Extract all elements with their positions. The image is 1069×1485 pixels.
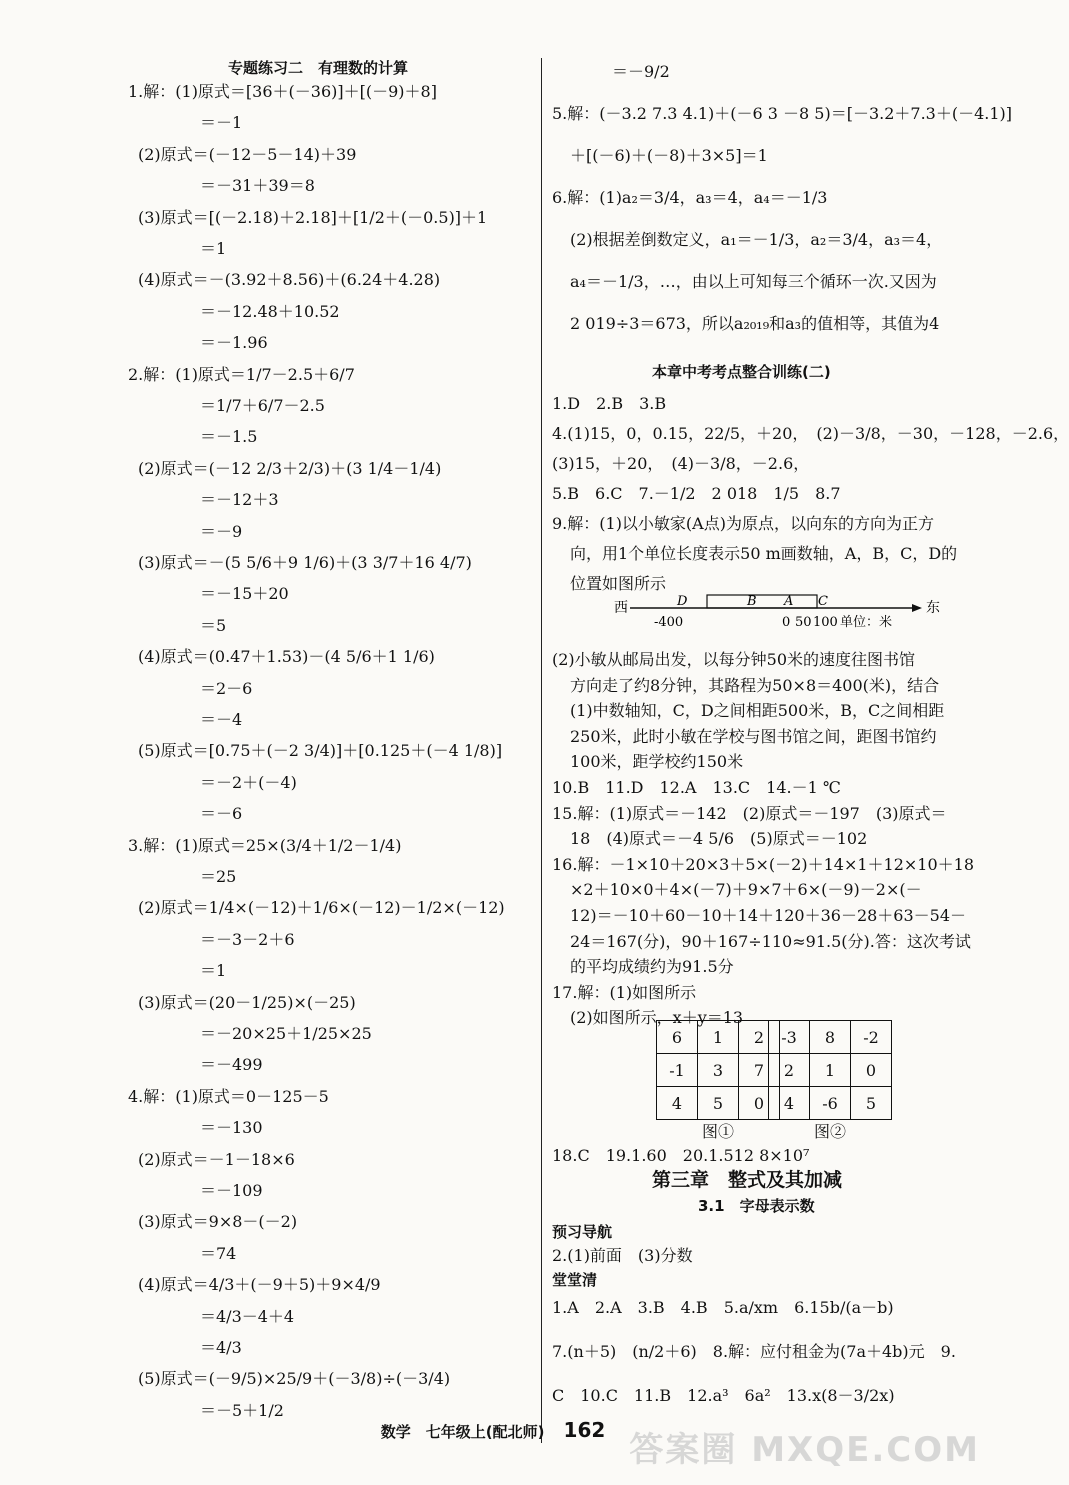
grid-cell: -1 <box>657 1054 698 1087</box>
answer-line: 1.A 2.A 3.B 4.B 5.a/xm 6.15b/(a－b) <box>552 1298 894 1317</box>
answer-line: ＝－130 <box>200 1118 263 1138</box>
magic-square-1 <box>656 1020 780 1120</box>
grid-row <box>657 1021 780 1054</box>
answer-line: ＝－4 <box>200 710 243 729</box>
tick-50: 50 <box>795 615 812 630</box>
answer-line: ＝5 <box>200 615 227 635</box>
preview-heading: 预习导航 <box>552 1223 613 1241</box>
answer-line: (2)原式＝(－12 2/3＋2/3)＋(3 1/4－1/4) <box>138 458 442 478</box>
answer-line: 17.解：(1)如图所示 <box>552 982 697 1002</box>
answer-line: (2)原式＝－1－18×6 <box>138 1149 295 1169</box>
unit-label: 单位：米 <box>840 615 893 630</box>
grid-row <box>657 1087 780 1120</box>
answer-line: ＝－499 <box>200 1055 263 1075</box>
grid-cell: 3 <box>698 1054 739 1087</box>
answer-line: ＝－20×25＋1/25×25 <box>200 1024 372 1043</box>
answer-line: ＝1/7＋6/7－2.5 <box>200 396 325 415</box>
tick-0: 0 <box>782 615 791 630</box>
answer-line: (3)原式＝9×8－(－2) <box>138 1212 298 1232</box>
arrow-head <box>912 604 922 612</box>
grid-cell: 5 <box>698 1087 739 1120</box>
answer-line: 9.解：(1)以小敏家(A点)为原点，以向东的方向为正方 <box>552 514 934 533</box>
answer-line: ＋[(－6)＋(－8)＋3×5]＝1 <box>570 146 768 165</box>
answer-line: 向，用1个单位长度表示50 m画数轴，A，B，C，D的 <box>570 544 958 563</box>
grid-cell: 8 <box>810 1021 851 1054</box>
grid-row <box>657 1054 780 1087</box>
answer-line: ＝－2＋(－4) <box>200 772 297 792</box>
answer-line: 12)＝－10＋60－10＋14＋120＋36－28＋63－54－ <box>570 906 967 925</box>
answer-line: (3)原式＝[(－2.18)＋2.18]＋[1/2＋(－0.5)]＋1 <box>138 207 488 227</box>
watermark-logo: 答案圈 MXQE.COM <box>629 1430 980 1470</box>
grid-cell: 2 <box>769 1054 810 1087</box>
answer-line: a₄＝－1/3，…，由以上可知每三个循环一次.又因为 <box>570 272 937 291</box>
answer-line: 4.(1)15，0，0.15，22/5，＋20， (2)－3/8，－30，－128，－2.6， <box>552 424 1069 443</box>
grid-cell: 2 <box>739 1021 780 1054</box>
answer-line: 15.解：(1)原式＝－142 (2)原式＝－197 (3)原式＝ <box>552 803 947 823</box>
answer-line: 16.解：－1×10＋20×3＋5×(－2)＋14×1＋12×10＋18 <box>552 854 975 874</box>
answer-line: ＝25 <box>200 867 237 886</box>
answer-line: ＝－1.5 <box>200 427 258 447</box>
point-B: B <box>747 594 757 609</box>
answer-line: (3)原式＝－(5 5/6＋9 1/6)＋(3 3/7＋16 4/7) <box>138 553 472 572</box>
grid-cell: 6 <box>657 1021 698 1054</box>
answer-line: 3.解：(1)原式＝25×(3/4＋1/2－1/4) <box>128 835 402 855</box>
answer-line: 的平均成绩约为91.5分 <box>570 957 734 977</box>
preview-answers: 2.(1)前面 (3)分数 <box>552 1246 693 1265</box>
answer-line: ＝－9 <box>200 521 243 541</box>
answer-line: (4)原式＝－(3.92＋8.56)＋(6.24＋4.28) <box>138 270 441 290</box>
grid-cell: 4 <box>769 1087 810 1120</box>
answer-line: ＝－9/2 <box>612 62 670 81</box>
answer-line: (1)中数轴知，C，D之间相距500米，B，C之间相距 <box>570 701 945 721</box>
answer-line: 1.解：(1)原式＝[36＋(－36)]＋[(－9)＋8] <box>128 82 437 101</box>
grid-cell: 1 <box>810 1054 851 1087</box>
tick-100: 100 <box>813 615 838 630</box>
grid-cell: 4 <box>657 1087 698 1120</box>
grid-cell: 0 <box>851 1054 892 1087</box>
answer-line: 2 019÷3＝673，所以a₂₀₁₉和a₃的值相等，其值为4 <box>570 314 940 333</box>
answer-line: (4)原式＝(0.47＋1.53)－(4 5/6＋1 1/6) <box>138 647 435 667</box>
answer-line: ＝－12＋3 <box>200 490 279 510</box>
figure-1-caption: 图① <box>702 1122 735 1141</box>
answer-line: ＝4/3 <box>200 1338 242 1357</box>
answer-line: 7.(n＋5) (n/2＋6) 8.解：应付租金为(7a＋4b)元 9. <box>552 1342 956 1361</box>
point-A: A <box>784 594 794 609</box>
footer-subject: 数学 七年级上(配北师) <box>380 1423 545 1441</box>
answer-line: (2)根据差倒数定义，a₁＝－1/3，a₂＝3/4，a₃＝4， <box>570 230 943 249</box>
tick-minus400: -400 <box>654 615 684 630</box>
chapter-title: 第三章 整式及其加减 <box>652 1169 843 1191</box>
grid-cell: 7 <box>739 1054 780 1087</box>
magic-square-2 <box>768 1020 892 1120</box>
answer-line: ＝－12.48＋10.52 <box>200 301 340 321</box>
answer-line: ＝2－6 <box>200 678 253 698</box>
answer-line: (2)如图所示，x＋y＝13 <box>570 1008 744 1028</box>
answer-line: 5.B 6.C 7.－1/2 2 018 1/5 8.7 <box>552 484 841 503</box>
class-practice-heading: 堂堂清 <box>552 1271 598 1289</box>
answer-line: 100米，距学校约150米 <box>570 752 744 772</box>
answer-line: ＝－1 <box>200 113 243 133</box>
answer-line: 位置如图所示 <box>570 574 667 593</box>
answer-line: 2.解：(1)原式＝1/7－2.5＋6/7 <box>128 364 355 384</box>
grid-cell: 5 <box>851 1087 892 1120</box>
answer-line: 10.B 11.D 12.A 13.C 14.－1 ℃ <box>552 778 841 797</box>
point-C: C <box>818 594 828 609</box>
answer-line: (2)小敏从邮局出发，以每分钟50米的速度往图书馆 <box>552 650 916 669</box>
answer-line: (4)原式＝4/3＋(－9＋5)＋9×4/9 <box>138 1275 381 1295</box>
answer-line: ＝－31＋39＝8 <box>200 176 315 196</box>
grid-row <box>769 1054 892 1087</box>
answer-line: ＝－109 <box>200 1181 263 1200</box>
subsection-title: 3.1 字母表示数 <box>698 1197 815 1215</box>
answer-line: 250米，此时小敏在学校与图书馆之间，距图书馆约 <box>570 726 937 746</box>
grid-cell: 1 <box>698 1021 739 1054</box>
point-D: D <box>677 594 688 609</box>
grid-cell: -3 <box>769 1021 810 1054</box>
grid-row <box>769 1021 892 1054</box>
answer-line: ＝1 <box>200 239 227 258</box>
answer-line: (2)原式＝1/4×(－12)＋1/6×(－12)－1/2×(－12) <box>138 898 505 918</box>
section-title-2: 本章中考考点整合训练(二) <box>652 363 831 381</box>
answer-line: 1.D 2.B 3.B <box>552 394 667 413</box>
answer-line: (5)原式＝[0.75＋(－2 3/4)]＋[0.125＋(－4 1/8)] <box>138 741 503 761</box>
answer-line: 18 (4)原式＝－4 5/6 (5)原式＝－102 <box>570 829 868 849</box>
answer-line: ＝－5＋1/2 <box>200 1400 284 1420</box>
answer-line: (3)原式＝(20－1/25)×(－25) <box>138 992 356 1012</box>
answer-line: 5.解：(－3.2 7.3 4.1)＋(－6 3 －8 5)＝[－3.2＋7.3＋(－4.1)] <box>552 104 1013 123</box>
answer-line: 4.解：(1)原式＝0－125－5 <box>128 1086 329 1106</box>
answer-line: (5)原式＝(－9/5)×25/9＋(－3/8)÷(－3/4) <box>138 1369 451 1389</box>
answer-line: 方向走了约8分钟，其路程为50×8＝400(米)，结合 <box>570 675 940 695</box>
column-divider <box>541 58 542 1443</box>
route-bracket <box>707 595 817 608</box>
answer-line: (3)15，＋20， (4)－3/8，－2.6， <box>552 454 810 473</box>
number-line-figure <box>612 590 952 640</box>
answer-line: 24＝167(分)，90＋167÷110≈91.5(分).答：这次考试 <box>570 931 971 951</box>
east-label: 东 <box>926 600 940 616</box>
answer-line: ＝1 <box>200 961 227 981</box>
answer-line: ×2＋10×0＋4×(－7)＋9×7＋6×(－9)－2×(－ <box>570 880 922 900</box>
answer-line: (2)原式＝(－12－5－14)＋39 <box>138 144 357 164</box>
page-number: 162 <box>563 1418 606 1442</box>
answer-line: ＝74 <box>200 1243 237 1263</box>
answer-line: ＝－15＋20 <box>200 584 289 604</box>
grid-row <box>769 1087 892 1120</box>
answer-line: ＝4/3－4＋4 <box>200 1306 295 1326</box>
grid-cell: -6 <box>810 1087 851 1120</box>
answer-line: ＝－3－2＋6 <box>200 929 295 949</box>
answer-line: ＝－6 <box>200 804 243 824</box>
answer-line: 6.解：(1)a₂＝3/4，a₃＝4，a₄＝－1/3 <box>552 188 828 207</box>
grid-cell: -2 <box>851 1021 892 1054</box>
answer-line: C 10.C 11.B 12.a³ 6a² 13.x(8－3/2x) <box>552 1386 895 1405</box>
section-title: 专题练习二 有理数的计算 <box>228 59 409 77</box>
grid-cell: 0 <box>739 1087 780 1120</box>
answers-18-20: 18.C 19.1.60 20.1.512 8×10⁷ <box>552 1146 810 1165</box>
west-label: 西 <box>614 600 628 616</box>
figure-2-caption: 图② <box>814 1122 847 1141</box>
answer-line: ＝－1.96 <box>200 333 268 353</box>
